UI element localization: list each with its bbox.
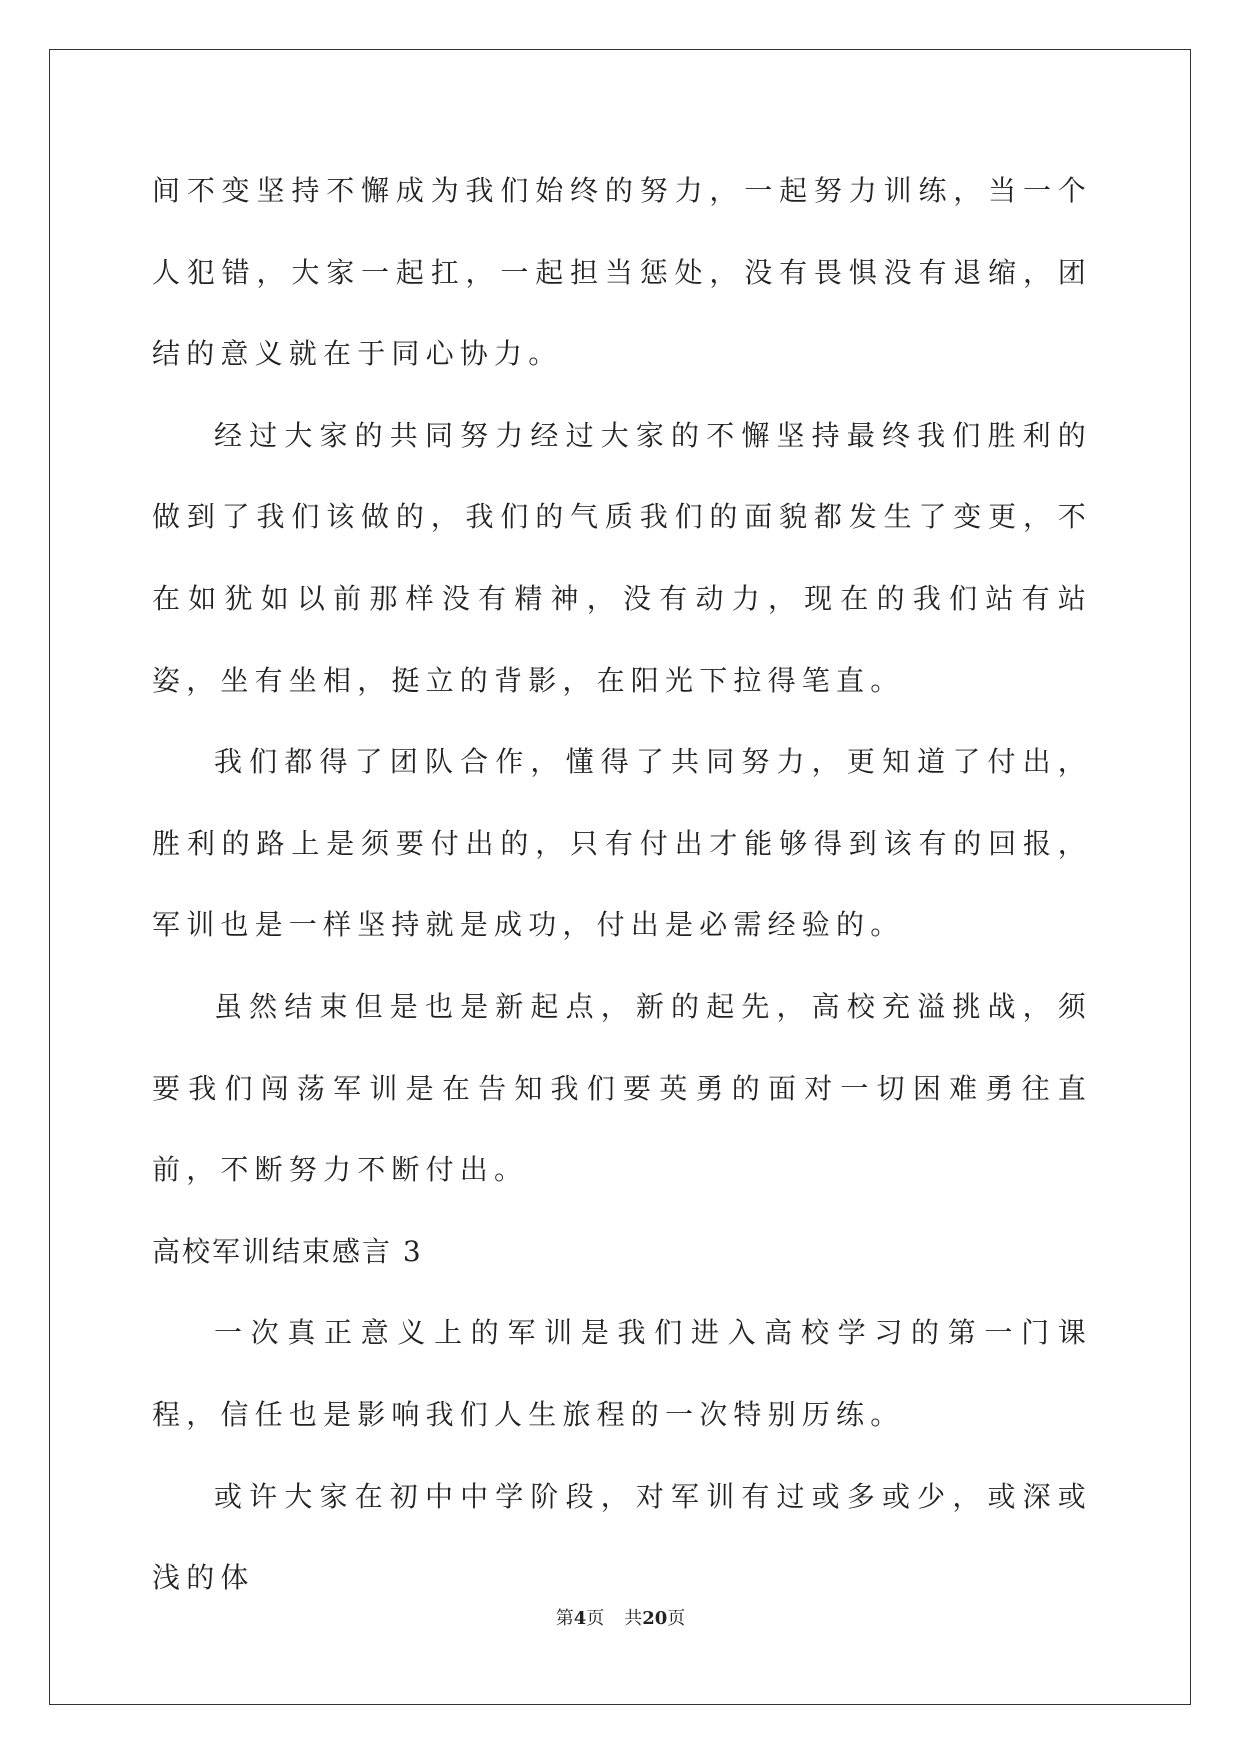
footer-page-suffix: 页 [586, 1608, 605, 1629]
total-page-count: 20 [642, 1608, 668, 1629]
paragraph: 虽然结束但是也是新起点，新的起先，高校充溢挑战，须要我们闯荡军训是在告知我们要英勇的面对一切困难勇往直前，不断努力不断付出。 [152, 989, 1092, 1187]
footer-total-suffix: 页 [667, 1608, 686, 1629]
footer-prefix: 第 [555, 1608, 574, 1629]
paragraph-continued: 间不变坚持不懈成为我们始终的努力，一起努力训练，当一个人犯错，大家一起扛，一起担当惩处，没有畏惧没有退缩，团结的意义就在于同心协力。 [152, 174, 1092, 371]
paragraph: 我们都得了团队合作，懂得了共同努力，更知道了付出，胜利的路上是须要付出的，只有付出才能够得到该有的回报，军训也是一样坚持就是成功，付出是必需经验的。 [152, 745, 1092, 942]
current-page-number: 4 [573, 1608, 587, 1629]
footer-total-prefix: 共 [624, 1608, 643, 1629]
paragraph: 一次真正意义上的军训是我们进入高校学习的第一门课程，信任也是影响我们人生旅程的一次特别历练。 [152, 1316, 1092, 1431]
paragraph: 经过大家的共同努力经过大家的不懈坚持最终我们胜利的做到了我们该做的，我们的气质我们的面貌都发生了变更，不在如犹如以前那样没有精神，没有动力，现在的我们站有站姿，坐有坐相，挺立的背影，在阳光下拉得笔直。 [152, 418, 1092, 697]
document-body [152, 150, 1092, 1619]
section-heading: 高校军训结束感言 3 [152, 1234, 423, 1268]
page-footer [0, 1604, 1241, 1630]
paragraph-truncated: 或许大家在初中中学阶段，对军训有过或多或少，或深或浅的体 [152, 1479, 1092, 1595]
